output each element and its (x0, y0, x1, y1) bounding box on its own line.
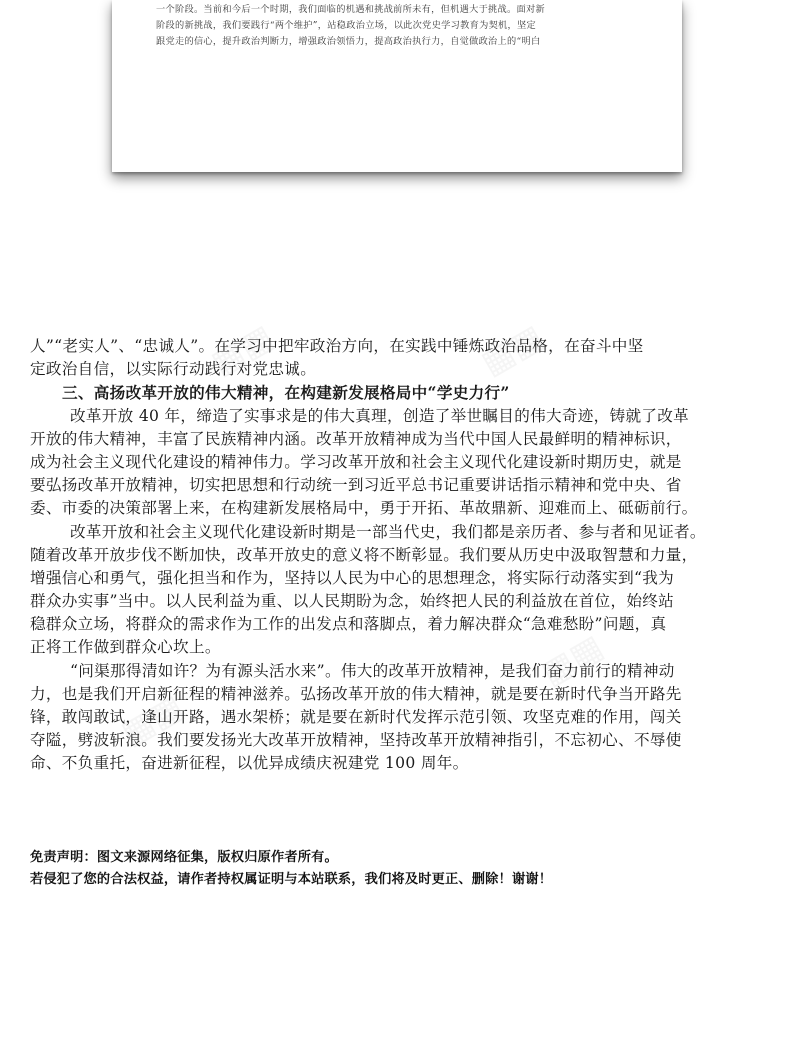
preview-line: 阶段的新挑战，我们要践行“两个维护”，站稳政治立场，以此次党史学习教育为契机，坚定 (156, 20, 537, 31)
paragraph-line: 正将工作做到群众心坎上。 (30, 638, 221, 657)
paragraph-line: 命、不负重托，奋进新征程，以优异成绩庆祝建党 100 周年。 (30, 754, 469, 773)
paragraph-line: 锋，敢闯敢试，逢山开路，遇水架桥；就是要在新时代发挥示范引领、攻坚克难的作用，闯关 (30, 708, 682, 726)
disclaimer-line: 免责声明：图文来源网络征集，版权归原作者所有。 (30, 850, 338, 865)
paragraph-line: 群众办实事”当中。以人民利益为重、以人民期盼为念，始终把人民的利益放在首位，始终站 (30, 592, 675, 611)
paragraph-line: 委、市委的决策部署上来，在构建新发展格局中，勇于开拓、革故鼎新、迎难而上、砥砺前行。 (30, 499, 698, 518)
paragraph-line: 人”“老实人”、“忠诚人”。在学习中把牢政治方向，在实践中锤炼政治品格，在奋斗中坚 (30, 337, 644, 355)
watermark: ▦▦ (534, 626, 610, 694)
paragraph-line: 要弘扬改革开放精神，切实把思想和行动统一到习近平总书记重要讲话指示精神和党中央、省 (30, 476, 682, 495)
paragraph-line: 改革开放 40 年，缔造了实事求是的伟大真理，创造了举世瞩目的伟大奇迹，铸就了改革 (70, 406, 690, 425)
preview-line: 一个阶段。当前和今后一个时期，我们面临的机遇和挑战前所未有，但机遇大于挑战。面对新 (156, 4, 545, 15)
preview-text-block (156, 2, 658, 50)
watermark: ▦▦ (114, 686, 190, 754)
watermark: ▦▦ (474, 316, 550, 384)
paragraph-line: “问渠那得清如许？为有源头活水来”。伟大的改革开放精神，是我们奋力前行的精神动 (70, 661, 675, 680)
disclaimer-line: 若侵犯了您的合法权益，请作者持权属证明与本站联系，我们将及时更正、删除！谢谢！ (30, 872, 553, 887)
section-heading: 三、高扬改革开放的伟大精神，在构建新发展格局中“学史力行” (62, 383, 510, 403)
paragraph-line: 随着改革开放步伐不断加快，改革开放史的意义将不断彰显。我们要从历史中汲取智慧和力量， (30, 545, 698, 564)
paragraph-line: 稳群众立场，将群众的需求作为工作的出发点和落脚点，着力解决群众“急难愁盼”问题，真 (30, 615, 667, 634)
paragraph-line: 力，也是我们开启新征程的精神滋养。弘扬改革开放的伟大精神，就是要在新时代争当开路先 (30, 684, 682, 703)
watermark: ▦▦ (204, 316, 280, 384)
paragraph-line: 成为社会主义现代化建设的精神伟力。学习改革开放和社会主义现代化建设新时期历史，就是 (30, 452, 682, 471)
paragraph-line: 定政治自信，以实际行动践行对党忠诚。 (30, 360, 317, 379)
paragraph-line: 增强信心和勇气，强化担当和作为，坚持以人民为中心的思想理念，将实际行动落实到“我为 (30, 568, 675, 587)
paragraph-line: 开放的伟大精神，丰富了民族精神内涵。改革开放精神成为当代中国人民最鲜明的精神标识， (30, 429, 682, 448)
document-page-preview (112, 0, 682, 172)
paragraph-line: 改革开放和社会主义现代化建设新时期是一部当代史，我们都是亲历者、参与者和见证者。 (70, 522, 706, 541)
disclaimer (30, 847, 774, 891)
paragraph-line: 夺隘，劈波斩浪。我们要发扬光大改革开放精神，坚持改革开放精神指引，不忘初心、不辱使 (30, 731, 682, 750)
article-body (30, 335, 774, 776)
preview-line: 跟党走的信心，提升政治判断力，增强政治领悟力，提高政治执行力，自觉做政治上的“明白 (156, 36, 541, 47)
